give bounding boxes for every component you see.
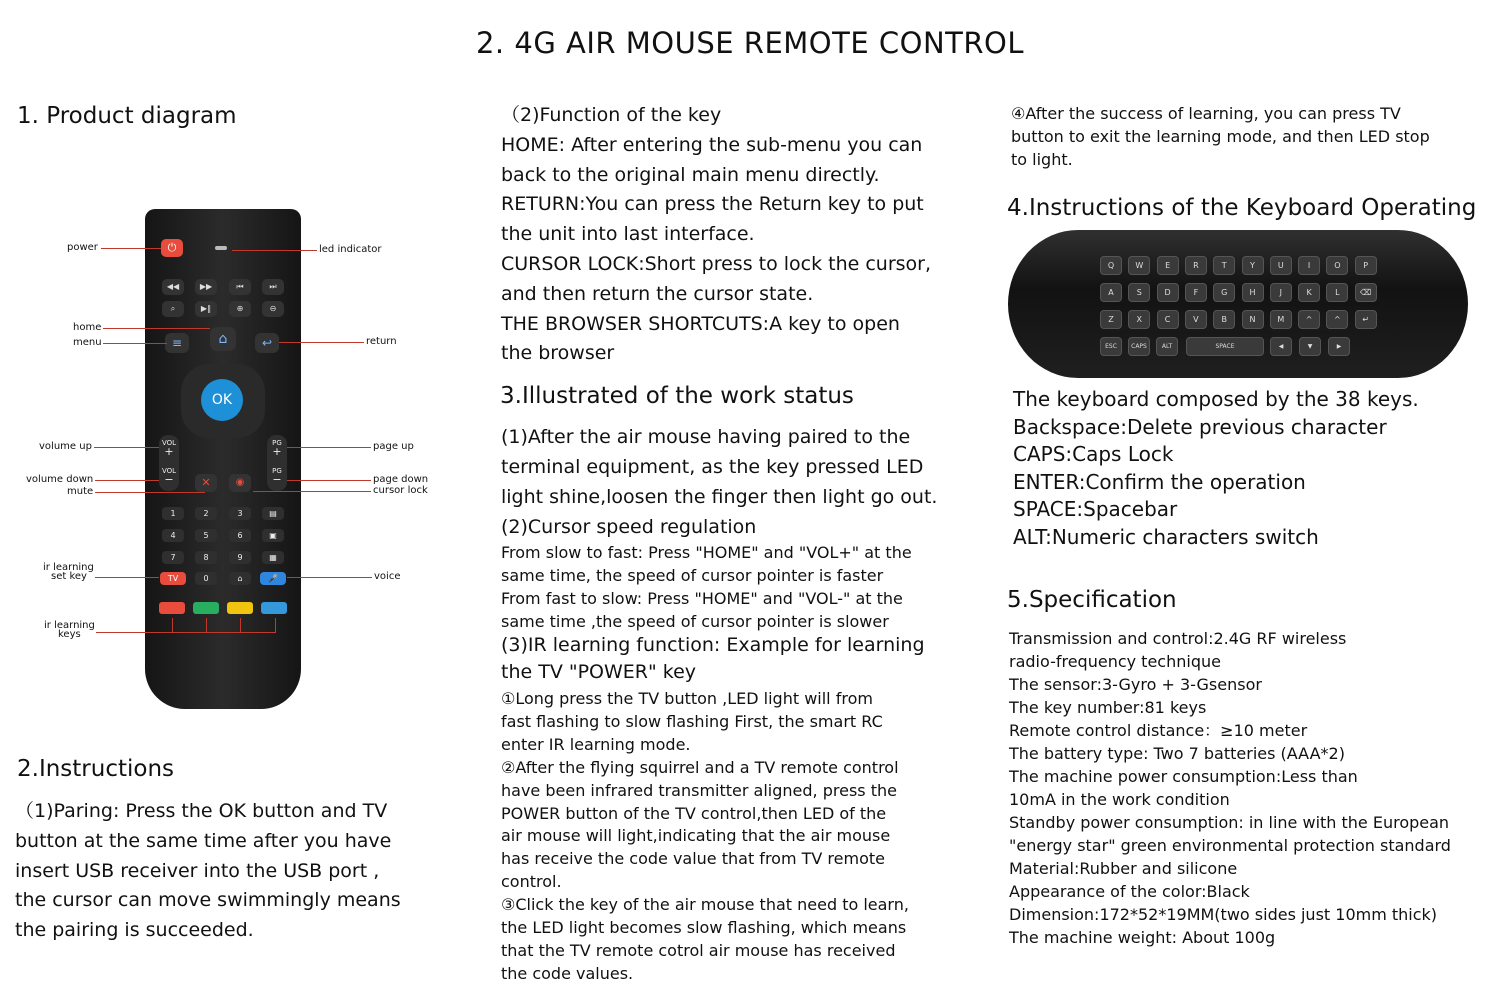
keyboard-key: SPACE <box>1186 337 1264 356</box>
instructions-heading: 2.Instructions <box>17 756 175 782</box>
microphone-icon: 🎤 <box>260 572 286 585</box>
mute-icon: ✕ <box>195 474 217 492</box>
keyboard-key: R <box>1185 256 1207 275</box>
work-status-text: (1)After the air mouse having paired to the terminal equipment, as the key pressed LED light shine,loosen the finger then light go out. <box>501 426 938 508</box>
keyboard-key: Q <box>1100 256 1122 275</box>
keyboard-key: V <box>1185 310 1207 329</box>
blue-key <box>261 602 287 614</box>
page-title: 2. 4G AIR MOUSE REMOTE CONTROL <box>475 26 1024 60</box>
remote-body <box>145 209 301 709</box>
digit-key: 6 <box>229 529 251 542</box>
cursor-speed-text: From slow to fast: Press "HOME" and "VOL+" at the same time, the speed of cursor pointer is faster From fast to slow: Press "HOME" and "VOL-" at the same time ,the speed of cursor pointer is slower <box>501 543 912 631</box>
keyboard-key: B <box>1213 310 1235 329</box>
keyboard-image <box>1008 230 1468 378</box>
digit-key: 3 <box>229 507 251 520</box>
label-ir-learning-set-key: ir learning set key <box>43 562 94 582</box>
keyboard-key: O <box>1326 256 1348 275</box>
keyboard-key: ▼ <box>1299 337 1321 356</box>
ir-learning-heading: (3)IR learning function: Example for learning the TV "POWER" key <box>501 634 925 683</box>
instructions-text: （1)Paring: Press the OK button and TV button at the same time after you have insert USB receiver into the USB port , the cursor can move swimmingly means the pairing is succeeded. <box>15 800 401 942</box>
input-icon: ⌂ <box>229 572 251 585</box>
learning-step4-text: ④After the success of learning, you can press TV button to exit the learning mode, and then LED stop to light. <box>1011 104 1430 169</box>
keyboard-description: The keyboard composed by the 38 keys. Backspace:Delete previous character CAPS:Caps Lock ENTER:Confirm the operation SPACE:Spacebar ALT:Numeric characters switch <box>1013 387 1419 549</box>
keyboard-key: ^ <box>1326 310 1348 329</box>
keyboard-key: ^ <box>1298 310 1320 329</box>
next-icon: ⏭ <box>262 279 284 295</box>
keyboard-key: W <box>1128 256 1150 275</box>
cursor-speed-heading: (2)Cursor speed regulation <box>501 516 757 538</box>
label-ir-learning-keys: ir learning keys <box>44 620 95 640</box>
home-icon: ⌂ <box>210 327 236 351</box>
red-key <box>159 602 185 614</box>
volume-rocker: VOL + VOL − <box>159 435 179 491</box>
keyboard-key: L <box>1326 283 1348 302</box>
keyboard-key: P <box>1355 256 1377 275</box>
remote-diagram <box>0 200 470 720</box>
keyboard-key: A <box>1100 283 1122 302</box>
keyboard-key: D <box>1157 283 1179 302</box>
page-rocker: PG + PG − <box>267 435 287 491</box>
digit-key: 9 <box>229 551 251 564</box>
label-volume-up: volume up <box>39 441 92 452</box>
label-home: home <box>73 322 102 333</box>
keyboard-key: E <box>1157 256 1179 275</box>
keyboard-key: ESC <box>1100 337 1122 356</box>
return-icon: ↩ <box>255 333 279 353</box>
keyboard-key: J <box>1270 283 1292 302</box>
keyboard-key: ↵ <box>1355 310 1377 329</box>
label-volume-down: volume down <box>26 474 94 485</box>
label-led: led indicator <box>319 244 382 255</box>
keyboard-key: I <box>1298 256 1320 275</box>
led-indicator <box>215 246 227 250</box>
keyboard-key: N <box>1242 310 1264 329</box>
keyboard-key: C <box>1157 310 1179 329</box>
yellow-key <box>227 602 253 614</box>
keyboard-key: T <box>1213 256 1235 275</box>
cursor-lock-icon: ◉ <box>229 474 251 492</box>
keyboard-key: CAPS <box>1128 337 1150 356</box>
search-icon: ⌕ <box>162 301 184 317</box>
label-voice: voice <box>374 571 401 582</box>
keyboard-key: M <box>1270 310 1292 329</box>
digit-key: 4 <box>162 529 184 542</box>
keyboard-key: ⌫ <box>1355 283 1377 302</box>
label-mute: mute <box>67 486 94 497</box>
play-pause-icon: ▶‖ <box>195 301 217 317</box>
label-cursor-lock: cursor lock <box>373 485 428 496</box>
label-page-down: page down <box>373 474 429 485</box>
keyboard-key: ◀ <box>1270 337 1292 356</box>
menu-icon: ≡ <box>165 333 189 353</box>
zoom-out-icon: ⊖ <box>262 301 284 317</box>
keyboard-key: U <box>1270 256 1292 275</box>
tv-key: TV <box>160 572 186 585</box>
window-icon: ▣ <box>262 529 284 542</box>
specification-heading: 5.Specification <box>1007 587 1177 613</box>
previous-icon: ⏮ <box>229 279 251 295</box>
ok-button: OK <box>201 379 243 421</box>
label-page-up: page up <box>373 441 414 452</box>
digit-key: 5 <box>195 529 217 542</box>
browser-icon: ▤ <box>262 507 284 520</box>
digit-key: 0 <box>195 572 217 585</box>
keyboard-key: X <box>1128 310 1150 329</box>
keyboard-key: H <box>1242 283 1264 302</box>
screen-icon: ▦ <box>262 551 284 564</box>
product-diagram-heading: 1. Product diagram <box>17 103 237 129</box>
green-key <box>193 602 219 614</box>
keyboard-key: Y <box>1242 256 1264 275</box>
label-power: power <box>67 242 98 253</box>
function-of-key-text: （2)Function of the key HOME: After entering the sub-menu you can back to the original main menu directly. RETURN:You can press the Return key to put the unit into last interface. CURSOR LOCK:Short press to lock the cursor, and then return the cursor state. THE BROWSER SHORTCUTS:A key to open the browser <box>501 104 932 365</box>
keyboard-key: ALT <box>1156 337 1178 356</box>
forward-icon: ▶▶ <box>195 279 217 295</box>
label-return: return <box>366 336 397 347</box>
digit-key: 1 <box>162 507 184 520</box>
keyboard-key: ▶ <box>1328 337 1350 356</box>
power-icon: ⏻ <box>161 239 183 257</box>
label-menu: menu <box>73 337 102 348</box>
rewind-icon: ◀◀ <box>162 279 184 295</box>
keyboard-heading: 4.Instructions of the Keyboard Operating <box>1007 195 1477 221</box>
navigation-ring <box>181 364 265 438</box>
keyboard-key: Z <box>1100 310 1122 329</box>
keyboard-key: K <box>1298 283 1320 302</box>
work-status-heading: 3.Illustrated of the work status <box>500 383 854 409</box>
keyboard-key: S <box>1128 283 1150 302</box>
digit-key: 7 <box>162 551 184 564</box>
digit-key: 2 <box>195 507 217 520</box>
digit-key: 8 <box>195 551 217 564</box>
zoom-in-icon: ⊕ <box>229 301 251 317</box>
ir-learning-text: ①Long press the TV button ,LED light will from fast flashing to slow flashing First, the smart RC enter IR learning mode. ②After the flying squirrel and a TV remote control have been infrared transmitter aligned, press the POWER button of the TV control,then LED of the air mouse will light,indicating that the air mouse has receive the code value that from TV remote control. ③Click the key of the air mouse that need to learn, the LED light becomes slow flashing, which means that the TV remote cotrol air mouse has received the code values. <box>501 689 909 983</box>
keyboard-key: F <box>1185 283 1207 302</box>
specification-list: Transmission and control:2.4G RF wireless radio-frequency technique The sensor:3-Gyro + 3-Gsensor The key number:81 keys Remote control distance：≥10 meter The battery type: Two 7 batteries (AAA*2) The machine power consumption:Less than 10mA in the work condition Standby power consumption: in line with the European "energy star" green environmental protection standard Material:Rubber and silicone Appearance of the color:Black Dimension:172*52*19MM(two sides just 10mm thick) The machine weight: About 100g <box>1009 629 1451 947</box>
keyboard-key: G <box>1213 283 1235 302</box>
